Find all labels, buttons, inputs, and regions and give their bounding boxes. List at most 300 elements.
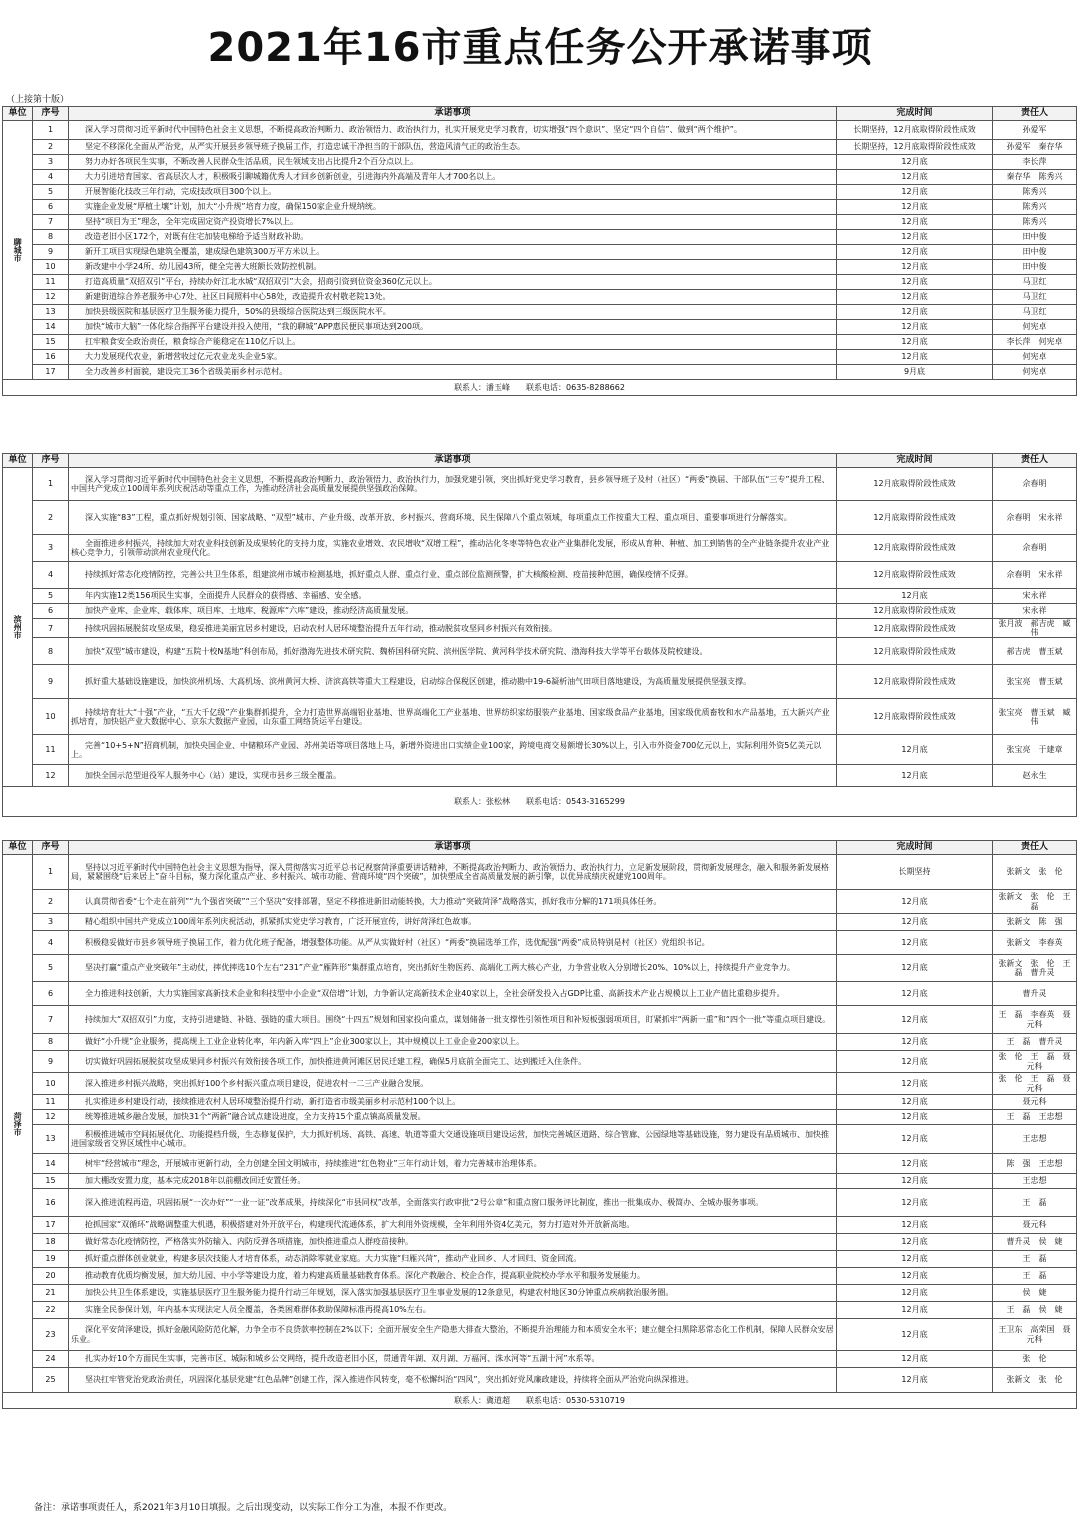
table-row — [3, 305, 1077, 320]
completion-time: 12月底 — [837, 931, 993, 955]
responsible-person: 王 磊 — [993, 1251, 1077, 1268]
row-number: 6 — [33, 982, 69, 1006]
table-row — [3, 245, 1077, 260]
responsible-person: 李长萍 — [993, 155, 1077, 170]
table-row — [3, 1302, 1077, 1319]
completion-time: 12月底取得阶段性成效 — [837, 699, 993, 735]
table-row — [3, 185, 1077, 200]
table-row — [3, 1285, 1077, 1302]
responsible-person: 张新文 张 伦 王 磊 曹升灵 — [993, 955, 1077, 982]
row-number: 7 — [33, 215, 69, 230]
responsible-person: 张新文 李春英 — [993, 931, 1077, 955]
row-number: 22 — [33, 1302, 69, 1319]
commitment-text: 做好常态化疫情防控，严格落实外防输入、内防反弹各项措施，加快推进重点人群疫苗接种。 — [69, 1234, 837, 1251]
row-number: 8 — [33, 230, 69, 245]
responsible-person: 何宪卓 — [993, 350, 1077, 365]
completion-time: 12月底 — [837, 765, 993, 787]
responsible-person: 马卫红 — [993, 290, 1077, 305]
completion-time: 12月底 — [837, 245, 993, 260]
table-row — [3, 955, 1077, 982]
table-row — [3, 562, 1077, 589]
commitment-text: 实施全民参保计划，年内基本实现法定人员全覆盖，各类困难群体救助保障标准再提高10%左右。 — [69, 1302, 837, 1319]
responsible-person: 陈秀兴 — [993, 215, 1077, 230]
table-row — [3, 320, 1077, 335]
responsible-person: 佘春明 — [993, 468, 1077, 501]
completion-time: 12月底取得阶段性成效 — [837, 535, 993, 562]
header-row — [3, 107, 1077, 121]
row-number: 23 — [33, 1319, 69, 1351]
commitment-text: 深入推进流程再造，巩固拓展“一次办好”“一业一证”改革成果，持续深化“市县同权”改革，全面落实行政审批“2号公章”和重点窗口服务评比制度，推出一批集成办、极简办、全城办服务事项。 — [69, 1189, 837, 1217]
table-row — [3, 215, 1077, 230]
table-row — [3, 290, 1077, 305]
commitment-text: 抓好重大基础设施建设，加快滨州机场、大高机场、滨州黄河大桥、济滨高铁等重大工程建设，启动综合保税区创建，推动勘中19-6凝析油气田项目落地建设，为高质量发展提供坚强支撑。 — [69, 665, 837, 699]
page-title: 2021年16市重点任务公开承诺事项 — [207, 25, 873, 71]
row-number: 3 — [33, 155, 69, 170]
completion-time: 12月底 — [837, 982, 993, 1006]
table-row — [3, 140, 1077, 155]
commitment-text: 加快县级医院和基层医疗卫生服务能力提升，50%的县级综合医院达到三级医院水平。 — [69, 305, 837, 320]
contact-info: 联系人：张松林 联系电话：0543-3165299 — [3, 787, 1077, 817]
row-number: 6 — [33, 200, 69, 215]
completion-time: 12月底 — [837, 589, 993, 604]
commitment-text: 改造老旧小区172个，对既有住宅加装电梯给予适当财政补助。 — [69, 230, 837, 245]
table-row — [3, 1368, 1077, 1393]
responsible-person: 孙爱军 秦存华 — [993, 140, 1077, 155]
responsible-person: 何宪卓 — [993, 320, 1077, 335]
responsible-person: 张宝亮 曹玉斌 臧 伟 — [993, 699, 1077, 735]
continued-label: （上接第十版） — [6, 95, 70, 105]
commitment-text: 开展智能化技改三年行动，完成技改项目300个以上。 — [69, 185, 837, 200]
completion-time: 12月底 — [837, 1285, 993, 1302]
row-number: 12 — [33, 290, 69, 305]
row-number: 8 — [33, 1034, 69, 1051]
header-number: 序号 — [33, 107, 69, 121]
table-row — [3, 931, 1077, 955]
responsible-person: 李长萍 何宪卓 — [993, 335, 1077, 350]
completion-time: 长期坚持，12月底取得阶段性成效 — [837, 140, 993, 155]
completion-time: 12月底 — [837, 275, 993, 290]
responsible-person: 张新文 陈 强 — [993, 914, 1077, 931]
row-number: 1 — [33, 121, 69, 140]
responsible-person: 张宝亮 曹玉斌 — [993, 665, 1077, 699]
commitment-text: 扛牢粮食安全政治责任，粮食综合产能稳定在110亿斤以上。 — [69, 335, 837, 350]
responsible-person: 聂元科 — [993, 1217, 1077, 1234]
commitment-text: 实施企业发展“厚植土壤”计划，加大“小升规”培育力度，确保150家企业升规纳统。 — [69, 200, 837, 215]
commitment-text: 扎实推进乡村建设行动，接续推进农村人居环境整治提升行动，新打造省市级美丽乡村示范村100个以上。 — [69, 1095, 837, 1110]
row-number: 7 — [33, 619, 69, 638]
responsible-person: 陈 强 王忠想 — [993, 1154, 1077, 1174]
commitment-text: 积极推进城市空间拓展优化、功能提档升级，生态修复保护，大力抓好机场、高铁、高速、轨道等重大交通设施项目建设运营，加快完善城区道路、综合管廊、公园绿地等基础设施，努力建设有品质城市、加快推进国家级省交界区域性中心城市。 — [69, 1125, 837, 1154]
responsible-person: 王 磊 王忠想 — [993, 1110, 1077, 1125]
commitment-text: 精心组织中国共产党成立100周年系列庆祝活动，抓紧抓实党史学习教育，广泛开展宣传，讲好菏泽红色故事。 — [69, 914, 837, 931]
completion-time: 12月底 — [837, 215, 993, 230]
header-responsible-person: 责任人 — [993, 454, 1077, 468]
commitment-text: 做好“小升规”企业服务，提高规上工业企业转化率，年内新入库“四上”企业300家以上，其中规模以上工业企业200家以上。 — [69, 1034, 837, 1051]
contact-row — [3, 787, 1077, 817]
table-row — [3, 1073, 1077, 1095]
table-row — [3, 1006, 1077, 1034]
footnote: 备注：承诺事项责任人，系2021年3月10日填报。之后出现变动，以实际工作分工为准，本报不作更改。 — [34, 1503, 453, 1513]
row-number: 21 — [33, 1285, 69, 1302]
responsible-person: 张 伦 — [993, 1351, 1077, 1368]
row-number: 16 — [33, 1189, 69, 1217]
responsible-person: 马卫红 — [993, 275, 1077, 290]
commitment-text: 积极稳妥做好市县乡领导班子换届工作，着力优化班子配备，增强整体功能。从严从实做好村（社区）“两委”换届选举工作，选优配强“两委”成员特别是村（社区）党组织书记。 — [69, 931, 837, 955]
row-number: 9 — [33, 665, 69, 699]
responsible-person: 宋永祥 — [993, 589, 1077, 604]
commitment-text: 加快产业库、企业库、载体库、项目库、土地库、税源库“六库”建设，推动经济高质量发展。 — [69, 604, 837, 619]
header-row — [3, 454, 1077, 468]
commitment-text: 抓好重点群体创业就业，构建多层次技能人才培育体系，动态消除零就业家庭。大力实施“归雁兴菏”，推动产业回乡、人才回归、资金回流。 — [69, 1251, 837, 1268]
contact-row — [3, 1393, 1077, 1409]
row-number: 4 — [33, 931, 69, 955]
row-number: 10 — [33, 699, 69, 735]
row-number: 4 — [33, 170, 69, 185]
completion-time: 12月底 — [837, 1125, 993, 1154]
responsible-person: 陈秀兴 — [993, 185, 1077, 200]
completion-time: 12月底 — [837, 1095, 993, 1110]
completion-time: 12月底 — [837, 320, 993, 335]
completion-time: 12月底 — [837, 1110, 993, 1125]
responsible-person: 王卫东 高荣国 聂元科 — [993, 1319, 1077, 1351]
row-number: 10 — [33, 1073, 69, 1095]
table-row — [3, 619, 1077, 638]
table-row — [3, 1110, 1077, 1125]
responsible-person: 田中俊 — [993, 260, 1077, 275]
commitment-text: 坚决扛牢管党治党政治责任，巩固深化基层党建“红色品牌”创建工作，深入推进作风转变，毫不松懈纠治“四风”，突出抓好党风廉政建设，持续将全面从严治党向纵深推进。 — [69, 1368, 837, 1393]
completion-time: 12月底 — [837, 335, 993, 350]
header-number: 序号 — [33, 841, 69, 855]
completion-time: 12月底 — [837, 890, 993, 914]
commitment-text: 加快“城市大脑”一体化综合指挥平台建设并投入使用，“我的聊城”APP惠民便民事项达到200项。 — [69, 320, 837, 335]
row-number: 17 — [33, 365, 69, 380]
row-number: 25 — [33, 1368, 69, 1393]
completion-time: 12月底 — [837, 155, 993, 170]
header-row — [3, 841, 1077, 855]
section-table-liaocheng — [2, 106, 1077, 396]
commitment-text: 切实做好巩固拓展脱贫攻坚成果同乡村振兴有效衔接各项工作，加快推进黄河滩区居民迁建工程，确保5月底前全面完工、达到搬迁入住条件。 — [69, 1051, 837, 1073]
commitment-text: 加快“双型”城市建设，构建“五院十校N基地”科创布局，抓好渤海先进技术研究院、魏桥国科研究院、滨州医学院、黄河科学技术研究院、渤海科技大学等平台载体及院校建设。 — [69, 638, 837, 665]
row-number: 1 — [33, 855, 69, 890]
completion-time: 12月底 — [837, 1234, 993, 1251]
completion-time: 12月底取得阶段性成效 — [837, 638, 993, 665]
completion-time: 12月底 — [837, 1034, 993, 1051]
completion-time: 12月底 — [837, 1268, 993, 1285]
row-number: 2 — [33, 140, 69, 155]
table-row — [3, 501, 1077, 535]
table-row — [3, 890, 1077, 914]
unit-cell: 滨州市 — [3, 468, 33, 787]
row-number: 11 — [33, 1095, 69, 1110]
commitment-text: 坚定不移深化全面从严治党，从严实开展县乡领导班子换届工作，打造忠诚干净担当的干部队伍，营造风清气正的政治生态。 — [69, 140, 837, 155]
commitment-text: 打造高质量“双招双引”平台，持续办好江北水城“双招双引”大会，招商引资到位资金360亿元以上。 — [69, 275, 837, 290]
header-commitment: 承诺事项 — [69, 841, 837, 855]
table-row — [3, 604, 1077, 619]
completion-time: 12月底取得阶段性成效 — [837, 665, 993, 699]
table-row — [3, 1095, 1077, 1110]
commitment-text: 大力发展现代农业，新增营收过亿元农业龙头企业5家。 — [69, 350, 837, 365]
commitment-text: 新开工项目实现绿色建筑全覆盖，建成绿色建筑300万平方米以上。 — [69, 245, 837, 260]
table-row — [3, 468, 1077, 501]
commitment-text: 深入学习贯彻习近平新时代中国特色社会主义思想，不断提高政治判断力、政治领悟力、政治执行力，加强党建引领，突出抓好党史学习教育，县乡领导班子及村（社区）“两委”换届、干部队伍“三专”提升工程、中国共产党成立100周年系列庆祝活动等重点工作，为推动经济社会高质量发展提供坚强政治保障。 — [69, 468, 837, 501]
completion-time: 12月底 — [837, 290, 993, 305]
table-row — [3, 735, 1077, 765]
row-number: 3 — [33, 914, 69, 931]
table-row — [3, 1125, 1077, 1154]
completion-time: 12月底 — [837, 1154, 993, 1174]
completion-time: 12月底 — [837, 914, 993, 931]
row-number: 10 — [33, 260, 69, 275]
row-number: 5 — [33, 185, 69, 200]
table-row — [3, 1351, 1077, 1368]
row-number: 8 — [33, 638, 69, 665]
responsible-person: 马卫红 — [993, 305, 1077, 320]
header-completion-time: 完成时间 — [837, 107, 993, 121]
row-number: 11 — [33, 735, 69, 765]
header-unit: 单位 — [3, 841, 33, 855]
row-number: 12 — [33, 765, 69, 787]
completion-time: 12月底 — [837, 955, 993, 982]
commitment-text: 深入学习贯彻习近平新时代中国特色社会主义思想，不断提高政治判断力、政治领悟力、政治执行力，扎实开展党史学习教育，切实增强“四个意识”、坚定“四个自信”、做到“两个维护”。 — [69, 121, 837, 140]
row-number: 18 — [33, 1234, 69, 1251]
commitment-text: 努力办好各项民生实事，不断改善人民群众生活品质，民生领域支出占比提升2个百分点以上。 — [69, 155, 837, 170]
table-row — [3, 275, 1077, 290]
table-row — [3, 260, 1077, 275]
completion-time: 12月底取得阶段性成效 — [837, 501, 993, 535]
responsible-person: 张宝亮 于建章 — [993, 735, 1077, 765]
table-row — [3, 982, 1077, 1006]
completion-time: 12月底 — [837, 230, 993, 245]
header-unit: 单位 — [3, 454, 33, 468]
row-number: 15 — [33, 335, 69, 350]
completion-time: 12月底 — [837, 1051, 993, 1073]
commitment-text: 树牢“经营城市”理念，开展城市更新行动，全力创建全国文明城市，持续推进“红色物业”三年行动计划，着力完善城市治理体系。 — [69, 1154, 837, 1174]
commitment-text: 统筹推进城乡融合发展，加快31个“两新”融合试点建设进度，全力支持15个重点镇高质量发展。 — [69, 1110, 837, 1125]
header-number: 序号 — [33, 454, 69, 468]
header-unit: 单位 — [3, 107, 33, 121]
row-number: 16 — [33, 350, 69, 365]
table-row — [3, 365, 1077, 380]
row-number: 9 — [33, 245, 69, 260]
table-row — [3, 1189, 1077, 1217]
row-number: 12 — [33, 1110, 69, 1125]
table-row — [3, 699, 1077, 735]
responsible-person: 王忠想 — [993, 1125, 1077, 1154]
row-number: 6 — [33, 604, 69, 619]
table-row — [3, 155, 1077, 170]
completion-time: 12月底 — [837, 1251, 993, 1268]
responsible-person: 张新文 张 伦 — [993, 1368, 1077, 1393]
responsible-person: 王 磊 李春英 聂元科 — [993, 1006, 1077, 1034]
row-number: 17 — [33, 1217, 69, 1234]
row-number: 5 — [33, 955, 69, 982]
completion-time: 9月底 — [837, 365, 993, 380]
row-number: 11 — [33, 275, 69, 290]
completion-time: 12月底 — [837, 170, 993, 185]
table-row — [3, 855, 1077, 890]
commitment-text: 坚决打赢“重点产业突破年”主动仗，摔优摔选10个左右“231”产业“雁阵形”集群重点培育，突出抓好生物医药、高端化工两大核心产业，力争营业收入分别增长20%、10%以上，持续提升产业竞争力。 — [69, 955, 837, 982]
contact-row — [3, 380, 1077, 396]
responsible-person: 张月波 郝吉虎 臧 伟 — [993, 619, 1077, 638]
commitment-text: 年内实施12类156项民生实事，全面提升人民群众的获得感、幸福感、安全感。 — [69, 589, 837, 604]
commitment-text: 持续巩固拓展脱贫攻坚成果，稳妥推进美丽宜居乡村建设，启动农村人居环境整治提升五年行动，推动脱贫攻坚同乡村振兴有效衔接。 — [69, 619, 837, 638]
table-row — [3, 638, 1077, 665]
responsible-person: 孙爱军 — [993, 121, 1077, 140]
commitment-text: 全力推进科技创新，大力实施国家高新技术企业和科技型中小企业“双倍增”计划，力争新认定高新技术企业40家以上，全社会研发投入占GDP比重、高新技术产业占规模以上工业产值比重稳步提升。 — [69, 982, 837, 1006]
completion-time: 12月底 — [837, 1073, 993, 1095]
row-number: 1 — [33, 468, 69, 501]
commitment-text: 加大棚改安置力度，基本完成2018年以前棚改回迁安置任务。 — [69, 1174, 837, 1189]
contact-info: 联系人：冀道超 联系电话：0530-5310719 — [3, 1393, 1077, 1409]
commitment-text: 深化平安菏泽建设，抓好金融风险防范化解，力争全市不良贷款率控制在2%以下；全面开展安全生产隐患大排查大整治，不断提升治理能力和本质安全水平；建立健全扫黑除恶常态化工作机制，保障人民群众安居乐业。 — [69, 1319, 837, 1351]
commitment-text: 新建街道综合养老服务中心7处、社区日间照料中心58处，改造提升农村敬老院13处。 — [69, 290, 837, 305]
row-number: 24 — [33, 1351, 69, 1368]
row-number: 20 — [33, 1268, 69, 1285]
row-number: 14 — [33, 320, 69, 335]
completion-time: 12月底取得阶段性成效 — [837, 562, 993, 589]
header-completion-time: 完成时间 — [837, 841, 993, 855]
row-number: 9 — [33, 1051, 69, 1073]
responsible-person: 张新文 张 伦 — [993, 855, 1077, 890]
commitment-text: 推动教育优质均衡发展，加大幼儿园、中小学等建设力度，着力构建高质量基础教育体系。深化产教融合、校企合作，提高职业院校办学水平和服务发展能力。 — [69, 1268, 837, 1285]
responsible-person: 曹升灵 — [993, 982, 1077, 1006]
table-row — [3, 335, 1077, 350]
responsible-person: 张 伦 王 磊 聂元科 — [993, 1073, 1077, 1095]
row-number: 13 — [33, 305, 69, 320]
completion-time: 12月底 — [837, 185, 993, 200]
table-row — [3, 1234, 1077, 1251]
contact-info: 联系人：潘玉峰 联系电话：0635-8288662 — [3, 380, 1077, 396]
table-row — [3, 170, 1077, 185]
responsible-person: 佘春明 — [993, 535, 1077, 562]
table-row — [3, 914, 1077, 931]
commitment-text: 深入推进乡村振兴战略，突出抓好100个乡村振兴重点项目建设，促进农村一二三产业融合发展。 — [69, 1073, 837, 1095]
header-responsible-person: 责任人 — [993, 107, 1077, 121]
completion-time: 12月底 — [837, 1174, 993, 1189]
completion-time: 12月底取得阶段性成效 — [837, 468, 993, 501]
responsible-person: 王忠想 — [993, 1174, 1077, 1189]
responsible-person: 王 磊 — [993, 1189, 1077, 1217]
table-row — [3, 230, 1077, 245]
commitment-text: 持续抓好常态化疫情防控，完善公共卫生体系，组建滨州市城市检测基地，抓好重点人群、重点行业、重点部位监测预警，扩大核酸检测、疫苗接种范围，确保疫情不反弹。 — [69, 562, 837, 589]
section-table-heze — [2, 840, 1077, 1409]
completion-time: 12月底 — [837, 1189, 993, 1217]
responsible-person: 曹升灵 侯 婕 — [993, 1234, 1077, 1251]
responsible-person: 郝吉虎 曹玉斌 — [993, 638, 1077, 665]
commitment-text: 持续培育壮大“十强”产业，“五大千亿级”产业集群抓提升，全力打造世界高端铝业基地、世界高端化工产业基地、世界纺织家纺服装产业基地、国家级食品产业基地，国家级优质畜牧和水产品基地，五大新兴产业抓培育，加快铝产业大数据中心、京东大数据产业园，山东重工网络货运平台建设。 — [69, 699, 837, 735]
commitment-text: 扎实办好10个方面民生实事，完善市区、城际和城乡公交网络，提升改造老旧小区，贯通青年湖、双月湖、万福河、洙水河等“五湖十河”水系等。 — [69, 1351, 837, 1368]
unit-cell: 菏泽市 — [3, 855, 33, 1393]
commitment-text: 坚持“项目为王”理念，全年完成固定资产投资增长7%以上。 — [69, 215, 837, 230]
commitment-text: 持续加大“双招双引”力度，支持引进建链、补链、强链的重大项目。围绕“十四五”规划和国家投向重点，谋划储备一批支撑性引领性项目和补短板强弱项项目，盯紧抓牢“两新一重”和“四个一批”等重点项目建设。 — [69, 1006, 837, 1034]
completion-time: 12月底取得阶段性成效 — [837, 604, 993, 619]
completion-time: 12月底 — [837, 200, 993, 215]
completion-time: 12月底 — [837, 260, 993, 275]
row-number: 14 — [33, 1154, 69, 1174]
responsible-person: 张新文 张 伦 王 磊 — [993, 890, 1077, 914]
responsible-person: 田中俊 — [993, 245, 1077, 260]
row-number: 3 — [33, 535, 69, 562]
completion-time: 12月底 — [837, 350, 993, 365]
table-row — [3, 665, 1077, 699]
row-number: 19 — [33, 1251, 69, 1268]
responsible-person: 陈秀兴 — [993, 200, 1077, 215]
commitment-text: 大力引进培育国家、省高层次人才，积极吸引聊城籍优秀人才回乡创新创业，引进海内外高端及青年人才700名以上。 — [69, 170, 837, 185]
row-number: 2 — [33, 890, 69, 914]
row-number: 15 — [33, 1174, 69, 1189]
table-row — [3, 350, 1077, 365]
row-number: 13 — [33, 1125, 69, 1154]
row-number: 7 — [33, 1006, 69, 1034]
responsible-person: 张 伦 王 磊 聂元科 — [993, 1051, 1077, 1073]
commitment-text: 抢抓国家“双循环”战略调整重大机遇，积极搭建对外开放平台，构建现代流通体系，扩大利用外资规模，全年利用外资4亿美元，努力打造对外开放新高地。 — [69, 1217, 837, 1234]
responsible-person: 王 磊 侯 婕 — [993, 1302, 1077, 1319]
table-row — [3, 200, 1077, 215]
row-number: 5 — [33, 589, 69, 604]
responsible-person: 佘春明 宋永祥 — [993, 501, 1077, 535]
header-responsible-person: 责任人 — [993, 841, 1077, 855]
commitment-text: 加快全国示范型退役军人服务中心（站）建设，实现市县乡三级全覆盖。 — [69, 765, 837, 787]
completion-time: 12月底 — [837, 1368, 993, 1393]
completion-time: 12月底取得阶段性成效 — [837, 619, 993, 638]
table-row — [3, 121, 1077, 140]
table-row — [3, 1051, 1077, 1073]
header-commitment: 承诺事项 — [69, 107, 837, 121]
completion-time: 12月底 — [837, 1319, 993, 1351]
responsible-person: 宋永祥 — [993, 604, 1077, 619]
responsible-person: 赵永生 — [993, 765, 1077, 787]
table-row — [3, 589, 1077, 604]
table-row — [3, 1268, 1077, 1285]
completion-time: 12月底 — [837, 1302, 993, 1319]
table-row — [3, 1251, 1077, 1268]
header-completion-time: 完成时间 — [837, 454, 993, 468]
table-row — [3, 765, 1077, 787]
commitment-text: 深入实施“83”工程，重点抓好规划引领、国家战略、“双型”城市、产业升级、改革开放、乡村振兴、营商环境、民生保障八个重点领域，每项重点工作按重大工程、重点项目、重要事项进行分解落实。 — [69, 501, 837, 535]
completion-time: 12月底 — [837, 1351, 993, 1368]
commitment-text: 全面推进乡村振兴，持续加大对农业科技创新及成果转化的支持力度，实施农业增效、农民增收“双增工程”，推动沾化冬枣等特色农业产业集群化发展，形成从育种、种植、加工到销售的全产业链条提升农业产业核心竞争力，引领带动滨州农业现代化。 — [69, 535, 837, 562]
completion-time: 长期坚持，12月底取得阶段性成效 — [837, 121, 993, 140]
commitment-text: 坚持以习近平新时代中国特色社会主义思想为指导，深入贯彻落实习近平总书记视察菏泽重要讲话精神，不断提高政治判断力、政治领悟力、政治执行力，立足新发展阶段，贯彻新发展理念，融入和服务新发展格局，紧紧围绕“后来居上”奋斗目标，聚力深化重点产业、乡村振兴、城市功能、营商环境“四个突破”，加快塑成全省高质量发展的新引擎，以优异成绩庆祝建党100周年。 — [69, 855, 837, 890]
completion-time: 12月底 — [837, 305, 993, 320]
responsible-person: 王 磊 曹升灵 — [993, 1034, 1077, 1051]
completion-time: 长期坚持 — [837, 855, 993, 890]
commitment-text: 认真贯彻省委“七个走在前列”“九个强省突破”“三个坚决”安排部署，坚定不移推进新旧动能转换，大力推动“突破菏泽”战略落实，抓好我市分解的171项具体任务。 — [69, 890, 837, 914]
commitment-text: 加快公共卫生体系建设，实施基层医疗卫生服务能力提升行动三年规划，深入落实加强基层医疗卫生事业发展的12条意见，构建农村地区30分钟重点疾病救治服务圈。 — [69, 1285, 837, 1302]
section-table-binzhou — [2, 453, 1077, 817]
table-row — [3, 1319, 1077, 1351]
table-row — [3, 1034, 1077, 1051]
table-row — [3, 1174, 1077, 1189]
row-number: 2 — [33, 501, 69, 535]
completion-time: 12月底 — [837, 1217, 993, 1234]
table-row — [3, 1217, 1077, 1234]
responsible-person: 侯 婕 — [993, 1285, 1077, 1302]
row-number: 4 — [33, 562, 69, 589]
unit-cell: 聊城市 — [3, 121, 33, 380]
table-row — [3, 535, 1077, 562]
completion-time: 12月底 — [837, 1006, 993, 1034]
commitment-text: 新改建中小学24所、幼儿园43所，健全完善大班额长效防控机制。 — [69, 260, 837, 275]
responsible-person: 王 磊 — [993, 1268, 1077, 1285]
completion-time: 12月底 — [837, 735, 993, 765]
commitment-text: 完善“10+5+N”招商机制，加快央国企业、中储粮环产业园、苏州美语等项目落地上马，新增外资进出口实绩企业100家，跨境电商交易额增长30%以上，引入市外资金700亿元以上，实际利用外资5亿美元以上。 — [69, 735, 837, 765]
responsible-person: 秦存华 陈秀兴 — [993, 170, 1077, 185]
table-row — [3, 1154, 1077, 1174]
responsible-person: 田中俊 — [993, 230, 1077, 245]
commitment-text: 全力改善乡村面貌，建设完工36个省级美丽乡村示范村。 — [69, 365, 837, 380]
responsible-person: 佘春明 宋永祥 — [993, 562, 1077, 589]
